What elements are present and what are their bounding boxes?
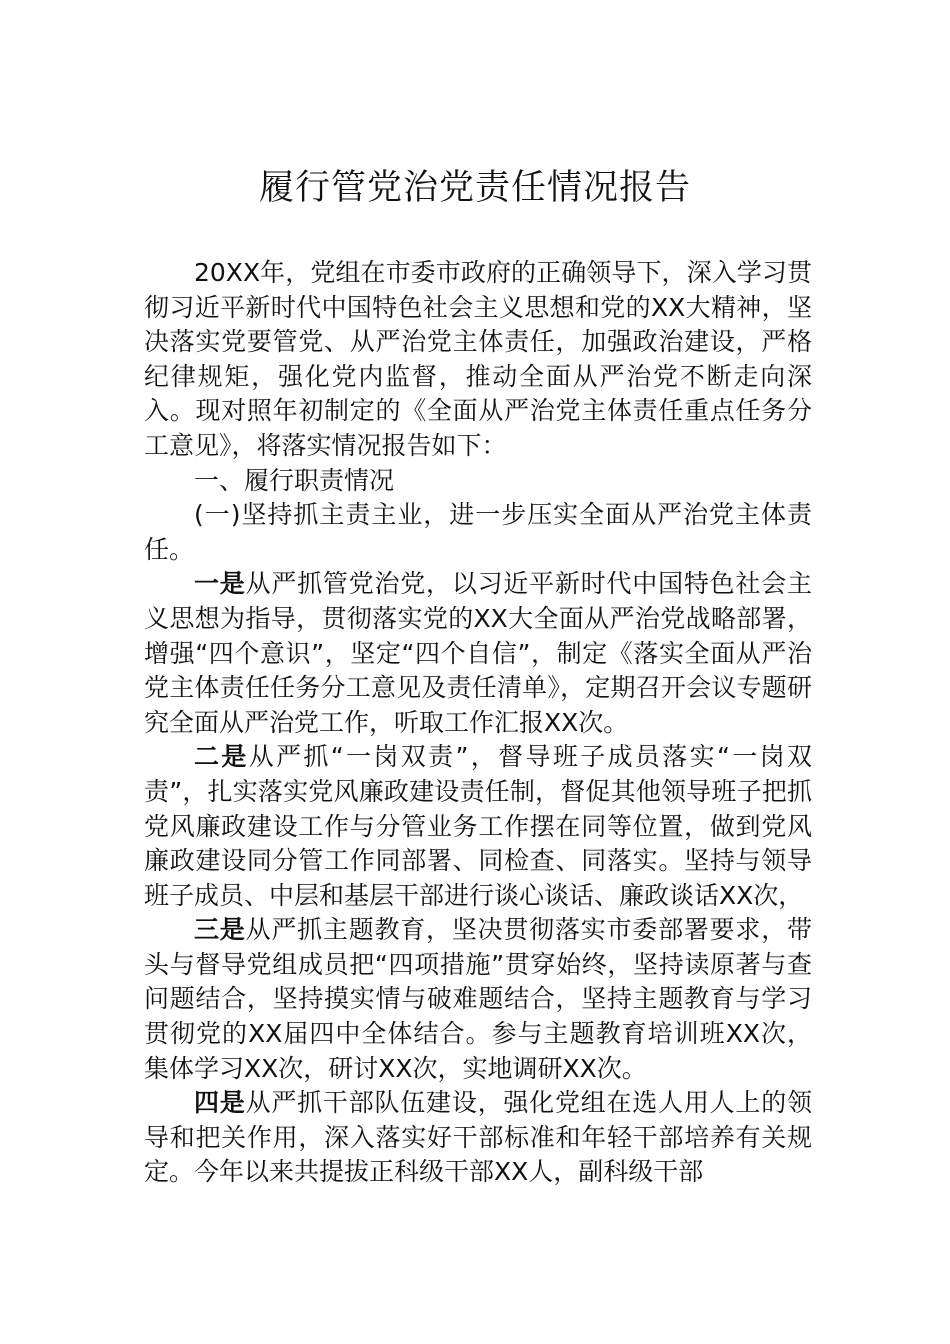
item-lead: 三是 xyxy=(194,915,246,945)
item-paragraph-4 xyxy=(144,1086,812,1190)
item-text: 从严抓“一岗双责”，督导班子成员落实“一岗双责”，扎实落实党风廉政建设责任制，督促其他领导班子把抓党风廉政建设工作与分管业务工作摆在同等位置，做到党风廉政建设同分管工作同部署、同检查、同落实。坚持与领导班子成员、中层和基层干部进行谈心谈话、廉政谈话XX次， xyxy=(144,742,812,910)
item-text: 从严抓干部队伍建设，强化党组在选人用人上的领导和把关作用，深入落实好干部标准和年轻干部培养有关规定。今年以来共提拔正科级干部XX人，副科级干部 xyxy=(144,1088,812,1187)
document-body xyxy=(144,256,812,1190)
item-lead: 一是 xyxy=(194,569,246,599)
item-paragraph-1 xyxy=(144,567,812,740)
item-text: 从严抓主题教育，坚决贯彻落实市委部署要求，带头与督导党组成员把“四项措施”贯穿始终，坚持读原著与查问题结合，坚持摸实情与破难题结合，坚持主题教育与学习贯彻党的XX届四中全体结合。参与主题教育培训班XX次，集体学习XX次，研讨XX次，实地调研XX次。 xyxy=(144,915,812,1083)
subsection-heading: (一)坚持抓主责主业，进一步压实全面从严治党主体责任。 xyxy=(144,500,812,564)
item-paragraph-3 xyxy=(144,913,812,1086)
item-text: 从严抓管党治党，以习近平新时代中国特色社会主义思想为指导，贯彻落实党的XX大全面从严治党战略部署，增强“四个意识”，坚定“四个自信”，制定《落实全面从严治党主体责任任务分工意见及责任清单》，定期召开会议专题研究全面从严治党工作，听取工作汇报XX次。 xyxy=(144,569,812,737)
item-lead: 二是 xyxy=(194,742,249,772)
document-title: 履行管党治党责任情况报告 xyxy=(258,168,691,208)
item-paragraph-2 xyxy=(144,740,812,913)
item-lead: 四是 xyxy=(194,1088,246,1118)
section-heading: 一、履行职责情况 xyxy=(194,465,395,495)
intro-paragraph: 20XX年，党组在市委市政府的正确领导下，深入学习贯彻习近平新时代中国特色社会主义思想和党的XX大精神，坚决落实党要管党、从严治党主体责任，加强政治建设，严格纪律规矩，强化党内监督，推动全面从严治党不断走向深入。现对照年初制定的《全面从严治党主体责任重点任务分工意见》，将落实情况报告如下： xyxy=(144,258,812,460)
